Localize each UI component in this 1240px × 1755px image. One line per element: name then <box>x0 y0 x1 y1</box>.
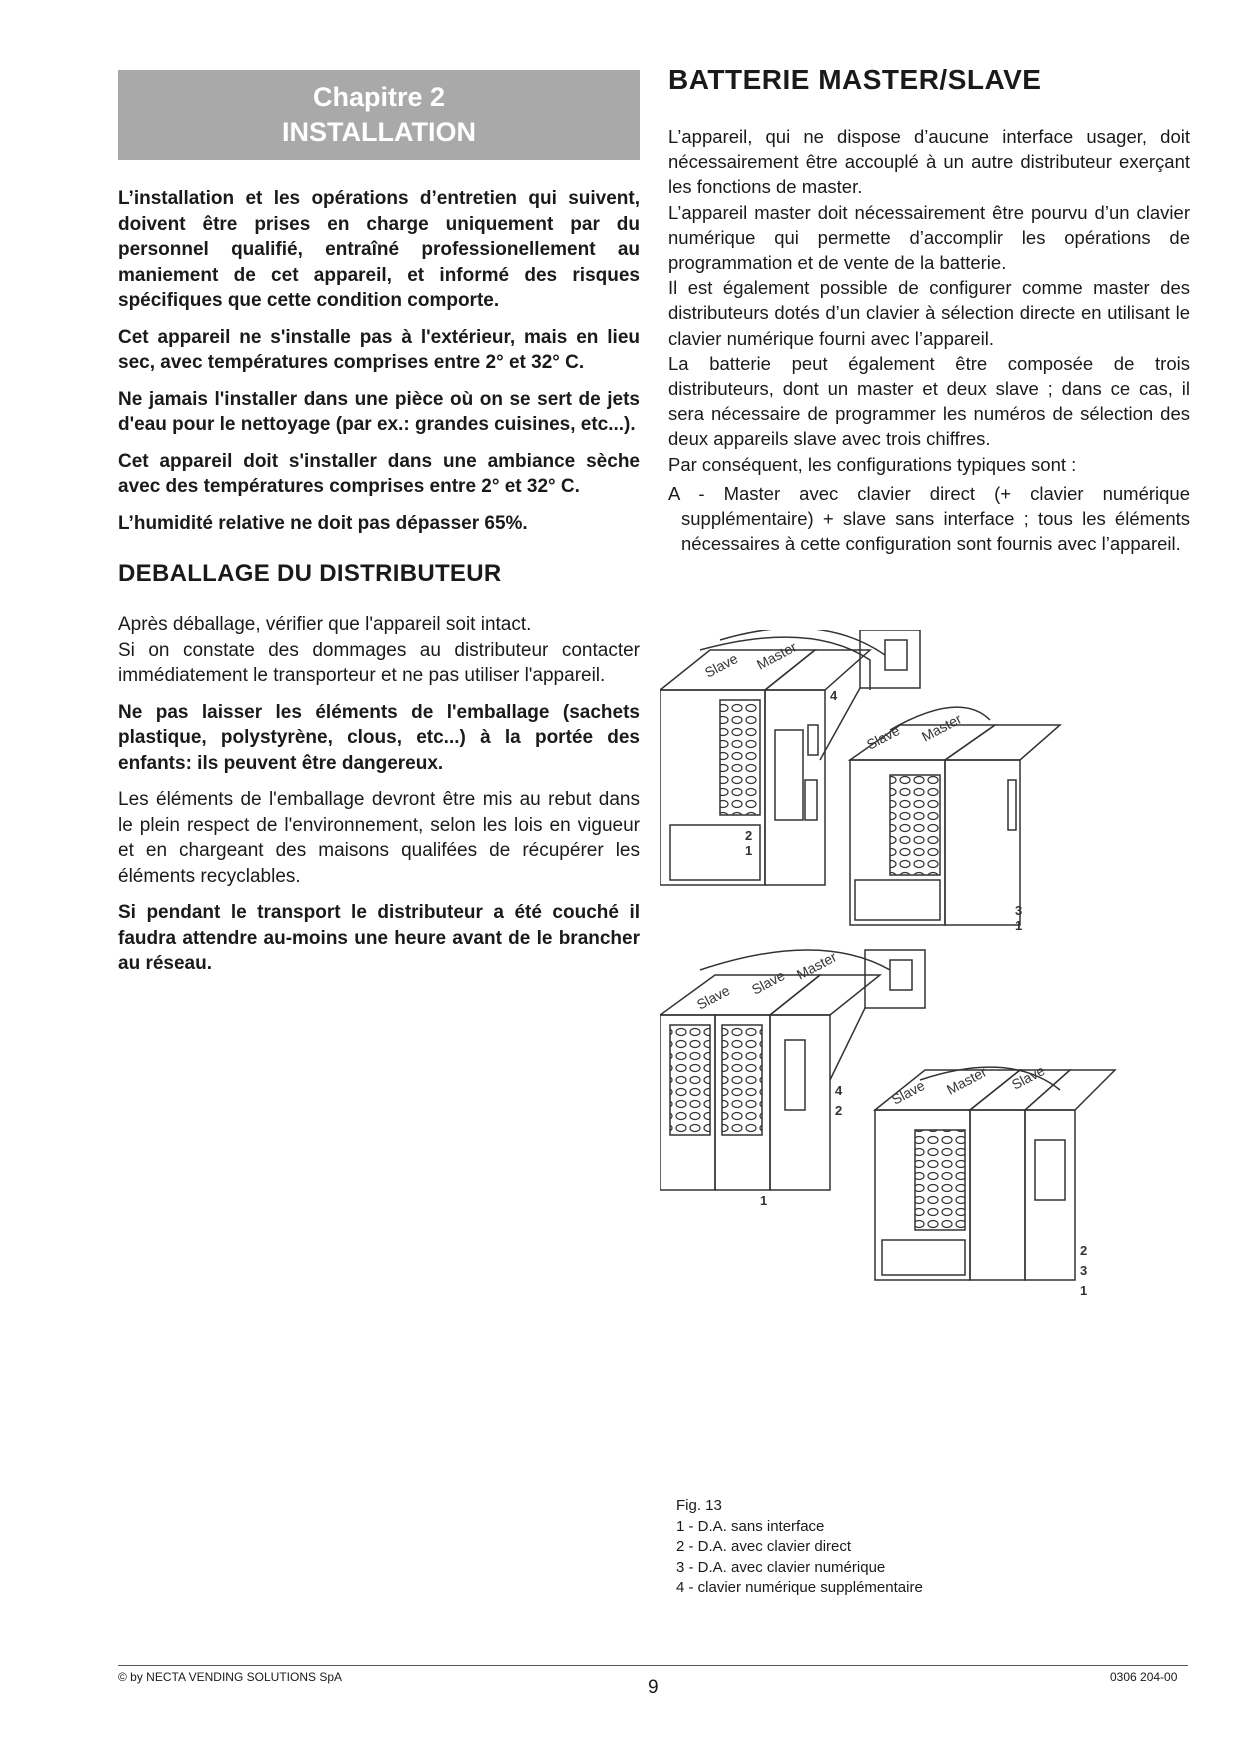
callout-2: 2 <box>745 828 753 843</box>
label-slave: Slave <box>888 1077 928 1108</box>
label-master: Master <box>918 710 965 745</box>
label-master: Master <box>943 1063 990 1098</box>
intro-paragraph: Ne jamais l'installer dans une pièce où on se sert de jets d'eau pour le nettoyage (par ex.: grandes cuisines, etc...). <box>118 388 640 435</box>
footer-divider <box>118 1665 1188 1666</box>
callout-1: 1 <box>1015 918 1023 933</box>
batterie-paragraph: L’appareil, qui ne dispose d’aucune interface usager, doit nécessairement être accouplé à un autre distributeur exerçant les fonctions de master. <box>668 126 1190 198</box>
batterie-paragraph: Il est également possible de configurer comme master des distributeurs dotés d’un clavier à sélection directe en utilisant le clavier numérique fourni avec l’appareil. <box>668 277 1190 349</box>
deballage-paragraph: Après déballage, vérifier que l'appareil soit intact. <box>118 614 532 635</box>
intro-paragraph: Cet appareil ne s'installe pas à l'extérieur, mais en lieu sec, avec températures comprises entre 2° et 32° C. <box>118 326 640 373</box>
batterie-paragraph: La batterie peut également être composée de trois distributeurs, dont un master et deux slave ; dans ce cas, il sera nécessaire de programmer les numéros de sélection des deux appareils slave avec trois chiffres. <box>668 352 1190 450</box>
callout-4: 4 <box>830 688 838 703</box>
callout-2: 2 <box>1080 1243 1088 1258</box>
keypad-callout <box>830 950 925 1080</box>
callout-2: 2 <box>835 1103 843 1118</box>
vending-battery-figure <box>660 630 1180 1490</box>
callout-1: 1 <box>745 843 753 858</box>
label-slave: Slave <box>1008 1062 1048 1093</box>
intro-paragraph: Cet appareil doit s'installer dans une ambiance sèche avec des températures comprises entre 2° et 32° C. <box>118 450 640 497</box>
section-title-deballage: DEBALLAGE DU DISTRIBUTEUR <box>118 560 502 587</box>
caption-item: 4 - clavier numérique supplémentaire <box>676 1579 923 1596</box>
section-title-batterie: BATTERIE MASTER/SLAVE <box>668 64 1042 95</box>
intro-paragraph: L’installation et les opérations d’entretien qui suivent, doivent être prises en charge uniquement par du personnel qualifié, entraîné professionellement au maniement de cet appareil, et informé des risques spécifiques que cette condition comporte. <box>118 188 640 311</box>
document-code: 0306 204-00 <box>1110 1670 1178 1684</box>
label-master: Master <box>793 948 840 983</box>
batterie-paragraph: Par conséquent, les configurations typiques sont : <box>668 453 1077 475</box>
chapter-number: Chapitre 2 <box>312 82 446 112</box>
callout-3: 3 <box>1015 903 1023 918</box>
callout-4: 4 <box>835 1083 843 1098</box>
battery-slave-master-illustration <box>660 630 885 885</box>
page-number: 9 <box>648 1677 659 1698</box>
intro-block <box>118 186 640 536</box>
right-column <box>668 64 1190 556</box>
caption-item: 3 - D.A. avec clavier numérique <box>676 1558 886 1576</box>
intro-paragraph: L’humidité relative ne doit pas dépasser 65%. <box>118 512 528 534</box>
callout-1: 1 <box>1080 1283 1088 1298</box>
deballage-paragraph: Si on constate des dommages au distributeur contacter immédiatement le transporteur et ne pas utiliser l'appareil. <box>118 639 640 686</box>
deballage-warning: Ne pas laisser les éléments de l'emballage (sachets plastique, polystyrène, clous, etc...) à la portée des enfants: ils peuvent être dangereux. <box>118 701 640 774</box>
label-slave: Slave <box>701 650 741 681</box>
footer-copyright: © by NECTA VENDING SOLUTIONS SpA <box>118 1670 343 1684</box>
deballage-paragraph: Les éléments de l'emballage devront être mis au rebut dans le plein respect de l'environnement, selon les lois en vigueur et en chargeant des maisons qualifées de récupérer les éléments recyclables. <box>118 789 640 887</box>
callout-1: 1 <box>760 1193 768 1208</box>
label-master: Master <box>753 638 800 673</box>
label-slave: Slave <box>693 982 733 1013</box>
batterie-paragraph: L’appareil master doit nécessairement être pourvu d’un clavier numérique qui permette d’accomplir les opérations de programmation et de vente de la batterie. <box>668 201 1190 274</box>
figure-caption <box>676 1496 923 1599</box>
deballage-warning: Si pendant le transport le distributeur a été couché il faudra attendre au-moins une heure avant de le brancher au réseau. <box>118 902 640 974</box>
callout-3: 3 <box>1080 1263 1088 1278</box>
label-slave: Slave <box>748 967 788 998</box>
caption-item: 1 - D.A. sans interface <box>676 1517 825 1535</box>
chapter-title: INSTALLATION <box>282 117 476 147</box>
caption-item: 2 - D.A. avec clavier direct <box>676 1538 852 1555</box>
left-column <box>118 70 640 988</box>
label-slave: Slave <box>863 722 903 753</box>
chapter-header <box>118 70 640 160</box>
configuration-a: A - Master avec clavier direct (+ clavier numérique supplémentaire) + slave sans interface ; tous les éléments nécessaires à cette configuration sont fournis avec l’appareil. <box>668 482 1190 555</box>
caption-title: Fig. 13 <box>676 1497 722 1514</box>
